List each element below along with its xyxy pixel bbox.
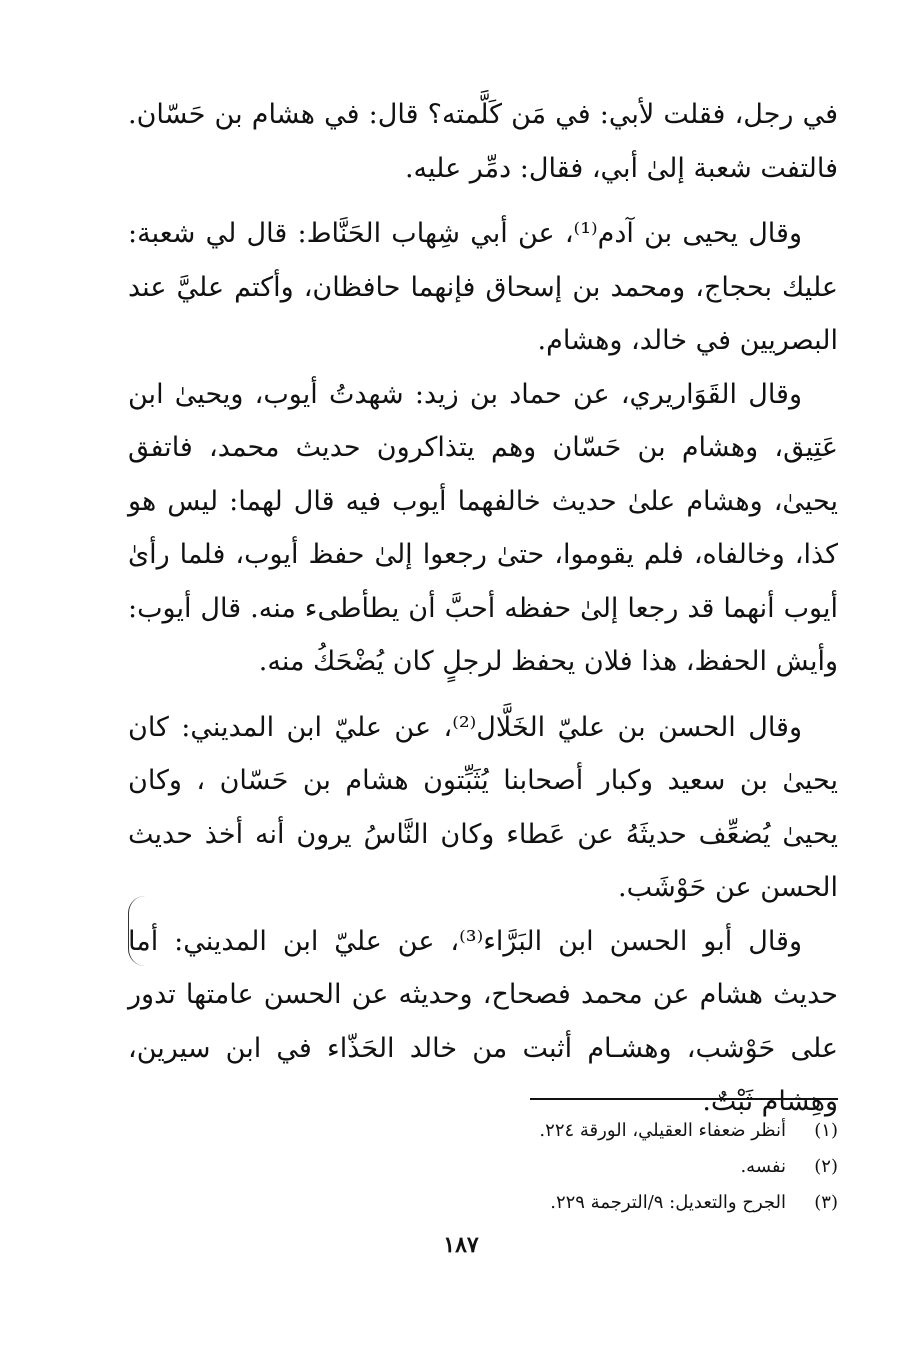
footnote-2 — [138, 1149, 838, 1185]
paragraph-2: وقال يحيى بن آدم⁽¹⁾، عن أبي شِهاب الحَنَّاط: قال لي شعبة: عليك بحجاج، ومحمد بن إسحاق فإنهما حافظان، وأكتم عليَّ عند البصريين في خالد، وهشام. — [128, 218, 838, 356]
margin-parenthesis-mark — [128, 896, 145, 966]
footnote-number: (١) — [814, 1120, 838, 1141]
paragraph-3: وقال القَوَاريري، عن حماد بن زيد: شهدتُ أيوب، ويحيىٰ ابن عَتِيق، وهشام بن حَسّان وهم يتذاكرون حديث محمد، فاتفق يحيىٰ، وهشام علىٰ حديث خالفهما أيوب فيه قال لهما: ليس هو كذا، وخالفاه، فلم يقوموا، حتىٰ رجعوا إلىٰ حفظ أيوب، فلما رأىٰ أيوب أنهما قد رجعا إلىٰ حفظه أحبَّ أن يطأطىء منه. قال أيوب: وأيش الحفظ، هذا فلان يحفظ لرجلٍ كان يُضْحَكُ منه. — [128, 378, 838, 677]
footnote-text: نفسه. — [740, 1156, 786, 1177]
main-text — [128, 88, 838, 1129]
footnote-separator — [530, 1098, 838, 1100]
footnote-number: (٢) — [814, 1156, 838, 1177]
paragraph-1: في رجل، فقلت لأبي: في مَن كَلَّمته؟ قال: في هشام بن حَسّان. فالتفت شعبة إلىٰ أبي، فقال: دمِّر عليه. — [128, 99, 838, 184]
paragraph-5: وقال أبو الحسن ابن البَرَّاء⁽³⁾، عن عليّ ابن المديني: أما حديث هشام عن محمد فصحاح، وحديثه عن الحسن عامتها تدور على حَوْشب، وهشـام أثبت من خالد الحَذّاء في ابن سيرين، وهِشام ثَبْتٌ. — [128, 925, 838, 1117]
footnote-text: الجرح والتعديل: ٩/الترجمة ٢٢٩. — [550, 1192, 786, 1213]
footnotes — [138, 1113, 838, 1221]
footnote-text: أنظر ضعفاء العقيلي، الورقة ٢٢٤. — [539, 1120, 786, 1141]
footnote-1 — [138, 1113, 838, 1149]
paragraph-4: وقال الحسن بن عليّ الخَلَّال⁽²⁾، عن عليّ ابن المديني: كان يحيىٰ بن سعيد وكبار أصحابنا يُثَبِّتون هشام بن حَسّان ، وكان يحيىٰ يُضعِّف حديثَهُ عن عَطاء وكان النَّاسُ يرون أنه أخذ حديث الحسن عن حَوْشَب. — [128, 711, 838, 903]
footnote-number: (٣) — [814, 1192, 838, 1213]
footnote-3 — [138, 1185, 838, 1221]
page-number: ١٨٧ — [443, 1232, 479, 1258]
